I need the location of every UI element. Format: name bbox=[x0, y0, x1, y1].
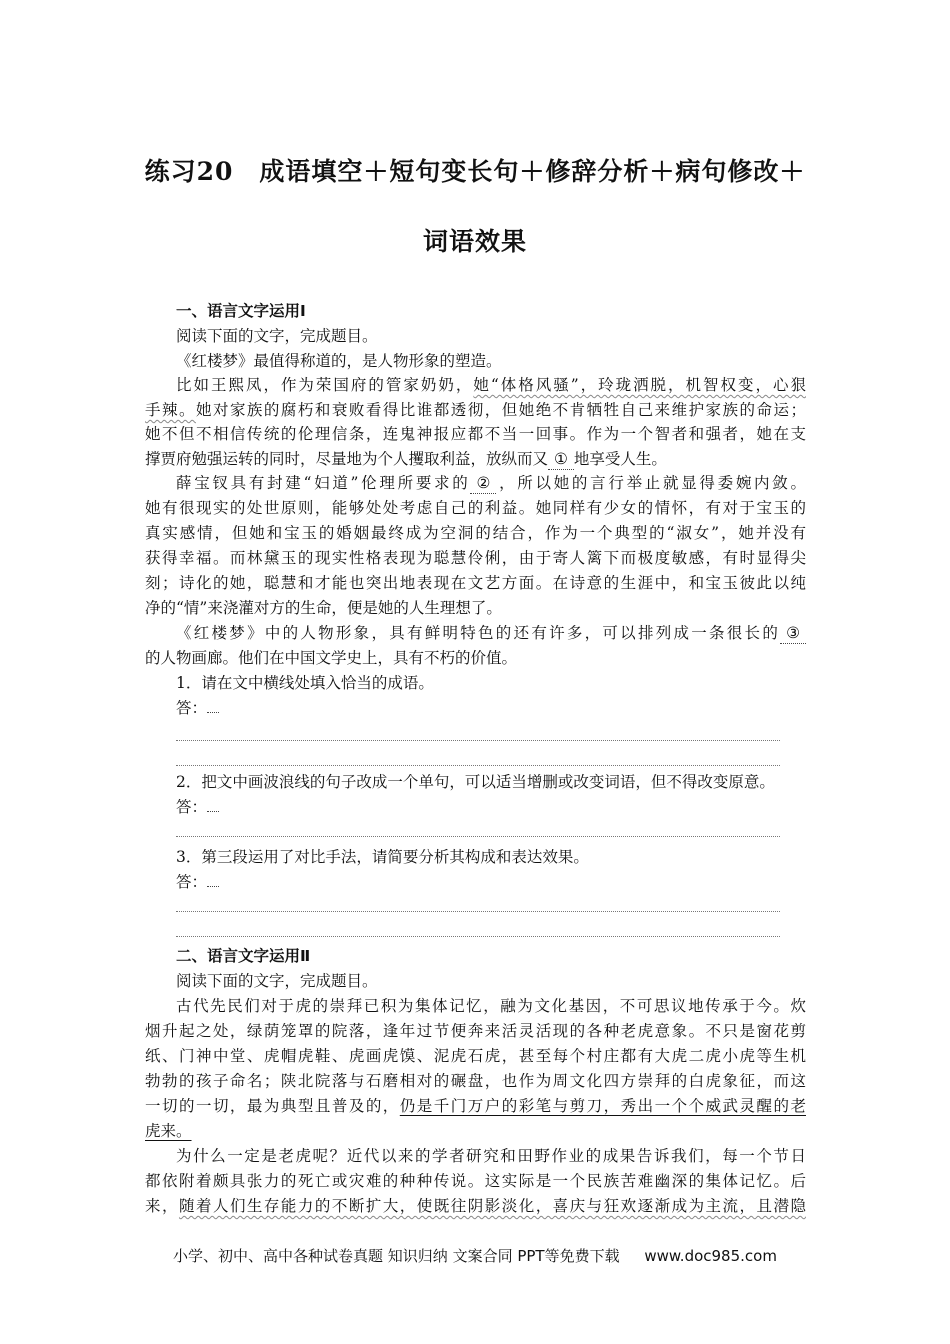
text-segment: 《红楼梦》中的人物形象，具有鲜明特色的还有许多，可以排列成一条很长的 bbox=[176, 624, 781, 642]
text-segment: 她对家族的腐朽和衰败看得比谁都透彻，但她绝不肯牺牲自己来维护家族的命运； bbox=[195, 401, 806, 419]
text-line bbox=[176, 623, 806, 644]
text-segment: 1．请在文中横线处填入恰当的成语。 bbox=[176, 674, 434, 692]
footer-url[interactable]: www.doc985.com bbox=[644, 1247, 777, 1265]
answer-line bbox=[176, 911, 780, 912]
text-line bbox=[176, 946, 806, 966]
text-segment: 薛宝钗具有封建“妇道”伦理所要求的 bbox=[176, 474, 471, 492]
text-segment: 她有很现实的处世原则，能够处处考虑自己的利益。她同样有少女的情怀，有对于宝玉的 bbox=[145, 499, 806, 517]
text-line bbox=[176, 473, 806, 494]
text-line bbox=[145, 1121, 806, 1141]
wavy-underlined-text: 随着人们生存能力的不断扩大，使既往阴影淡化，喜庆与狂欢逐渐成为主流，且潜隐 bbox=[178, 1197, 806, 1215]
text-line bbox=[145, 648, 806, 668]
answer-line bbox=[176, 765, 780, 766]
text-segment: 来， bbox=[145, 1197, 179, 1215]
text-segment: 阅读下面的文字，完成题目。 bbox=[176, 972, 378, 990]
text-segment: 比如王熙凤，作为荣国府的管家奶奶， bbox=[176, 376, 474, 394]
page-title: 练习20 成语填空＋短句变长句＋修辞分析＋病句修改＋ bbox=[144, 157, 806, 186]
wavy-underlined-text: 她“体格风骚”，玲珑洒脱，机智权变，心狠 bbox=[473, 376, 806, 394]
text-line bbox=[176, 872, 806, 892]
text-segment: 她不但不相信传统的伦理信条，连鬼神报应都不当一回事。作为一个智者和强者，她在支 bbox=[145, 425, 806, 443]
text-segment: 的人物画廊。他们在中国文学史上，具有不朽的价值。 bbox=[145, 649, 518, 667]
text-segment: 刻；诗化的她，聪慧和才能也突出地表现在文艺方面。在诗意的生涯中，和宝玉彼此以纯 bbox=[145, 574, 806, 592]
blank-field[interactable]: ③ bbox=[780, 623, 806, 644]
text-line bbox=[176, 301, 806, 321]
text-segment: 获得幸福。而林黛玉的现实性格表现为聪慧伶俐，由于寄人篱下而极度敏感，有时显得尖 bbox=[145, 549, 806, 567]
text-segment: 真实感情，但她和宝玉的婚姻最终成为空洞的结合，作为一个典型的“淑女”，她并没有 bbox=[145, 524, 806, 542]
text-line bbox=[176, 797, 806, 817]
text-line bbox=[176, 375, 806, 395]
answer-line bbox=[176, 936, 780, 937]
text-line bbox=[176, 351, 806, 371]
underlined-text: 仍是千门万户的彩笔与剪刀，秀出一个个威武灵醒的老 bbox=[399, 1097, 806, 1115]
text-line bbox=[176, 698, 806, 718]
text-segment: 一切的一切，最为典型且普及的， bbox=[145, 1097, 400, 1115]
text-line bbox=[145, 1096, 806, 1116]
text-segment: 阅读下面的文字，完成题目。 bbox=[176, 327, 378, 345]
text-line bbox=[145, 1046, 806, 1066]
text-line bbox=[145, 573, 806, 593]
text-line bbox=[145, 548, 806, 568]
wavy-underlined-text: 手辣。 bbox=[145, 401, 196, 419]
text-segment: 都依附着颇具张力的死亡或灾难的种种传说。这实际是一个民族苦难幽深的集体记忆。后 bbox=[145, 1172, 806, 1190]
text-segment: 一、语言文字运用Ⅰ bbox=[176, 302, 306, 320]
text-line bbox=[176, 971, 806, 991]
text-line bbox=[145, 449, 806, 470]
text-segment: 答： bbox=[176, 798, 208, 816]
text-line bbox=[176, 326, 806, 346]
text-line bbox=[145, 1071, 806, 1091]
blank-field[interactable] bbox=[207, 886, 219, 887]
text-segment: 为什么一定是老虎呢？近代以来的学者研究和田野作业的成果告诉我们，每一个节日 bbox=[176, 1147, 806, 1165]
text-line bbox=[145, 1196, 806, 1216]
underlined-text: 虎来。 bbox=[145, 1122, 192, 1140]
text-line bbox=[176, 1146, 806, 1166]
text-segment: ，所以她的言行举止就显得委婉内敛。 bbox=[496, 474, 806, 492]
text-segment: 3．第三段运用了对比手法，请简要分析其构成和表达效果。 bbox=[176, 848, 589, 866]
footer-text: 小学、初中、高中各种试卷真题 知识归纳 文案合同 PPT等免费下载 bbox=[173, 1247, 620, 1265]
text-segment: 二、语言文字运用Ⅱ bbox=[176, 947, 311, 965]
text-line bbox=[176, 673, 806, 693]
blank-field[interactable]: ② bbox=[470, 473, 496, 494]
text-line bbox=[145, 400, 806, 420]
text-segment: 2．把文中画波浪线的句子改成一个单句，可以适当增删或改变词语，但不得改变原意。 bbox=[176, 773, 775, 791]
text-segment: 烟升起之处，绿荫笼罩的院落，逢年过节便奔来活灵活现的各种老虎意象。不只是窗花剪 bbox=[145, 1022, 806, 1040]
text-segment: 纸、门神中堂、虎帽虎鞋、虎画虎馍、泥虎石虎，甚至每个村庄都有大虎二虎小虎等生机 bbox=[145, 1047, 806, 1065]
text-line bbox=[145, 498, 806, 518]
footer bbox=[0, 1245, 950, 1266]
blank-field[interactable] bbox=[207, 811, 219, 812]
answer-line bbox=[176, 740, 780, 741]
text-line bbox=[145, 1021, 806, 1041]
text-segment: 地享受人生。 bbox=[573, 450, 667, 468]
text-line bbox=[176, 772, 806, 792]
text-segment: 答： bbox=[176, 873, 208, 891]
text-segment: 撑贾府勉强运转的同时，尽量地为个人攫取利益，放纵而又 bbox=[145, 450, 549, 468]
text-segment: 勃勃的孩子命名；陕北院落与石磨相对的碾盘，也作为周文化四方崇拜的白虎象征，而这 bbox=[145, 1072, 806, 1090]
page-title-line2: 词语效果 bbox=[422, 227, 527, 256]
text-segment: 答： bbox=[176, 699, 208, 717]
text-line bbox=[176, 847, 806, 867]
blank-field[interactable]: ① bbox=[548, 449, 574, 470]
text-line bbox=[145, 598, 806, 618]
blank-field[interactable] bbox=[207, 712, 219, 713]
text-line bbox=[145, 424, 806, 444]
text-line bbox=[145, 1171, 806, 1191]
text-segment: 净的“情”来浇灌对方的生命，便是她的人生理想了。 bbox=[145, 599, 502, 617]
text-segment: 古代先民们对于虎的崇拜已积为集体记忆，融为文化基因，不可思议地传承于今。炊 bbox=[176, 997, 806, 1015]
answer-line bbox=[176, 836, 780, 837]
text-line bbox=[145, 523, 806, 543]
text-segment: 《红楼梦》最值得称道的，是人物形象的塑造。 bbox=[176, 352, 502, 370]
text-line bbox=[176, 996, 806, 1016]
